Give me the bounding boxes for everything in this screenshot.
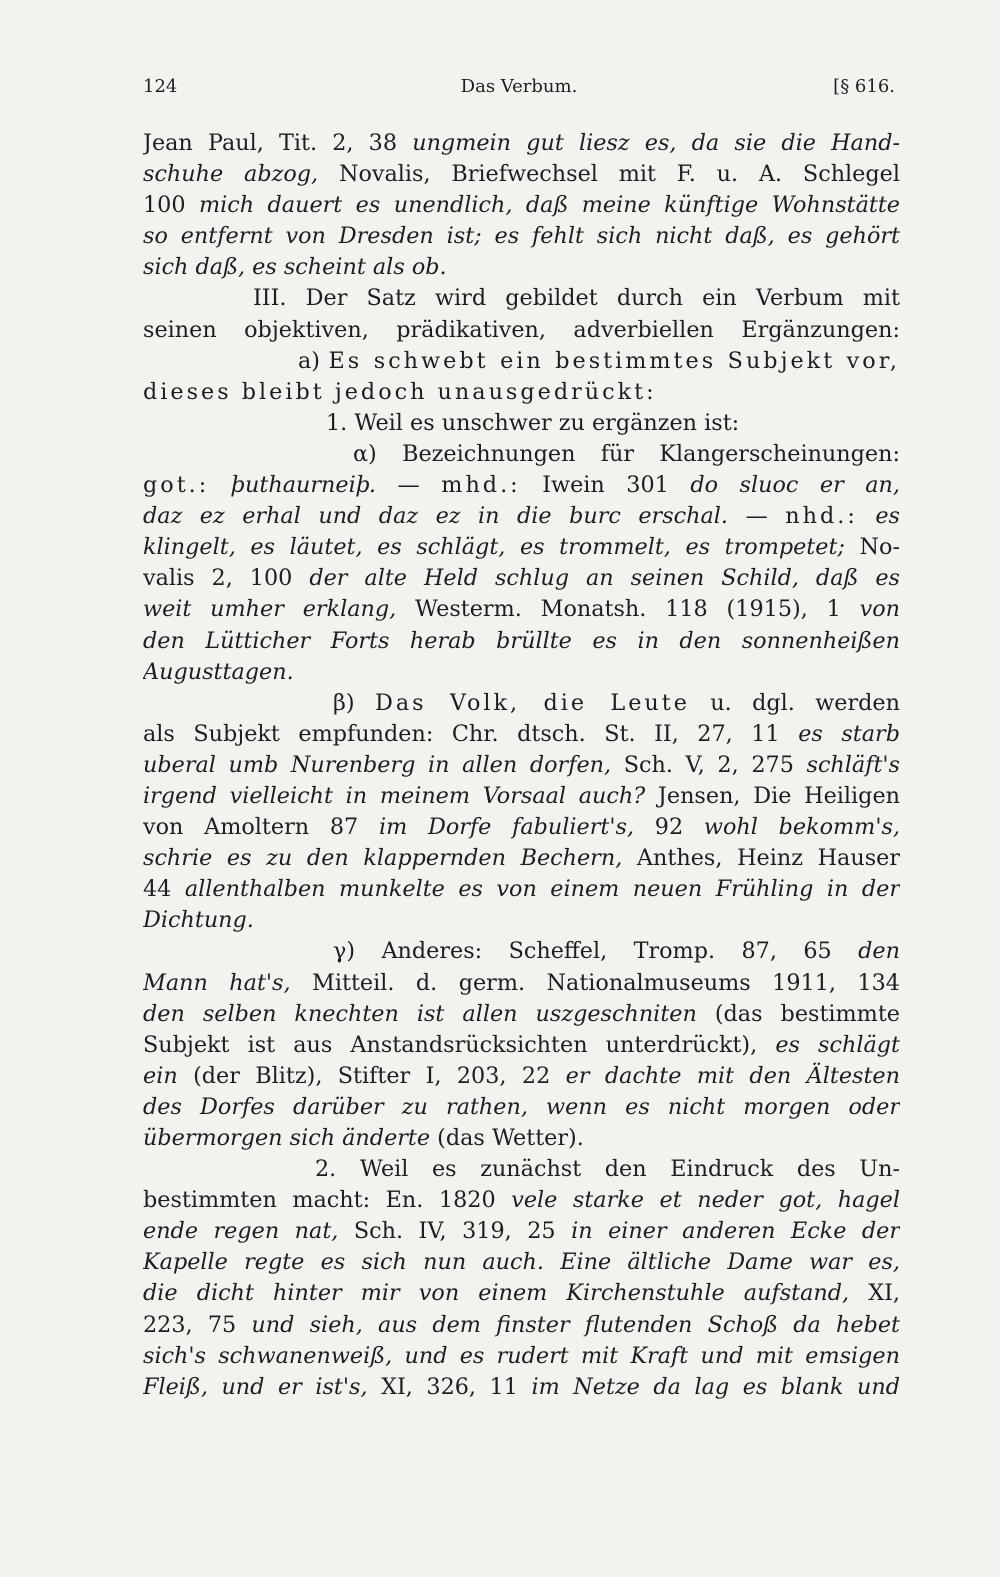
text-run: No- xyxy=(844,534,900,561)
text-run: klingelt, es läutet, es schlägt, es trommelt, es trompetet; xyxy=(143,534,845,561)
text-run: im Dorfe fabuliert's, xyxy=(378,814,635,841)
text-run: weit umher erklang, xyxy=(143,596,397,623)
text-run: uberal umb Nurenberg in allen dorfen, xyxy=(143,751,612,778)
text-line xyxy=(143,843,900,874)
text-run: schuhe abzog, xyxy=(143,161,319,188)
text-line xyxy=(143,1123,900,1154)
text-run: γ) Anderes: Scheffel, Tromp. 87, 65 xyxy=(333,938,859,965)
text-run: valis 2, 100 xyxy=(143,565,310,592)
text-run: a) xyxy=(298,347,329,374)
text-line xyxy=(143,1185,900,1216)
text-run: den Lütticher Forts herab brüllte es in den sonnenheißen xyxy=(143,627,900,654)
text-run: übermorgen sich änderte xyxy=(143,1125,431,1151)
text-run: den xyxy=(858,938,900,965)
text-line xyxy=(143,159,900,190)
text-run: 44 xyxy=(143,876,185,903)
text-run: (das Wetter). xyxy=(430,1125,584,1151)
page-number: 124 xyxy=(143,76,178,97)
text-run: den selben knechten ist allen uszgeschniten xyxy=(143,1000,697,1027)
text-line xyxy=(143,501,900,532)
text-run: 92 xyxy=(634,814,704,841)
text-run: es starb xyxy=(798,720,900,747)
text-run: als Subjekt empfunden: Chr. dtsch. St. II, 27, 11 xyxy=(143,720,799,747)
text-run: dieses bleibt jedoch unausgedrückt: xyxy=(143,378,657,405)
text-run: allenthalben munkelte es von einem neuen Frühling in der xyxy=(184,876,900,903)
text-line xyxy=(143,470,900,501)
text-run: der alte Held schlug an seinen Schild, daß es xyxy=(309,565,900,592)
text-line xyxy=(143,1247,900,1278)
text-run: von xyxy=(859,596,900,623)
text-line xyxy=(143,1372,900,1403)
text-run: Dichtung. xyxy=(143,907,254,934)
section-marker: [§ 616. xyxy=(833,76,895,97)
text-run: Es schwebt ein bestimmtes Subjekt vor, xyxy=(328,347,900,374)
text-run: u. dgl. werden xyxy=(689,689,900,716)
text-run: daz ez erhal und daz ez in die burc erschal. xyxy=(143,503,728,530)
text-run: Augusttagen. xyxy=(143,658,294,685)
text-line xyxy=(143,439,900,470)
text-run: Sch. IV, 319, 25 xyxy=(338,1218,572,1245)
text-run: α) Bezeichnungen für Klangerscheinungen: xyxy=(353,440,900,467)
text-run: bestimmten macht: En. 1820 xyxy=(143,1187,512,1214)
text-run: ungmein gut liesz es, da sie die Hand- xyxy=(412,130,900,156)
text-run: Mann hat's, xyxy=(143,969,291,996)
text-run: — xyxy=(375,472,442,499)
text-line xyxy=(143,657,900,688)
text-run: es xyxy=(875,503,900,530)
text-line xyxy=(143,999,900,1030)
text-run: III. Der Satz wird gebildet durch ein Verbum mit xyxy=(253,285,900,312)
text-line xyxy=(143,1278,900,1309)
text-run: im Netze da lag es blank und xyxy=(531,1373,900,1400)
text-run: Novalis, Briefwechsel mit F. u. A. Schlegel xyxy=(318,161,900,188)
text-run: 223, 75 xyxy=(143,1311,252,1338)
text-line xyxy=(143,905,900,936)
page-body xyxy=(143,128,900,1403)
text-run xyxy=(209,472,231,498)
text-line xyxy=(143,377,900,408)
text-run xyxy=(858,503,875,529)
text-run: þuthaurneiþ. xyxy=(230,472,376,499)
text-line xyxy=(143,1216,900,1247)
text-run: es schlägt xyxy=(775,1031,900,1058)
text-run: sich's schwanenweiß, und es rudert mit Kraft und mit emsigen xyxy=(143,1342,900,1369)
text-run: Kapelle regte es sich nun auch. Eine ältliche Dame war es, xyxy=(143,1249,900,1276)
text-line xyxy=(143,563,900,594)
text-line xyxy=(143,1061,900,1092)
text-run: Iwein 301 xyxy=(520,472,691,499)
text-run: Fleiß, und er ist's, xyxy=(143,1373,368,1400)
text-line xyxy=(143,408,900,439)
text-run: ende regen nat, xyxy=(143,1218,339,1245)
text-line xyxy=(143,626,900,657)
text-run: XI, xyxy=(849,1280,900,1307)
text-run: Jean Paul, Tit. 2, 38 xyxy=(143,130,413,156)
text-line xyxy=(143,346,900,377)
text-line xyxy=(143,781,900,812)
text-run: ein xyxy=(143,1062,178,1089)
text-line xyxy=(143,750,900,781)
text-line xyxy=(143,1154,900,1185)
text-line xyxy=(143,812,900,843)
text-run: des Dorfes darüber zu rathen, wenn es nicht morgen oder xyxy=(143,1093,900,1120)
text-line xyxy=(143,1092,900,1123)
text-run: got.: xyxy=(143,472,210,499)
text-run: vele starke et neder got, hagel xyxy=(511,1187,900,1214)
text-run: 2. Weil es zunächst den Eindruck des Un- xyxy=(315,1156,900,1183)
text-line xyxy=(143,719,900,750)
text-run: do sluoc er an, xyxy=(690,472,900,499)
text-line xyxy=(143,936,900,967)
running-title: Das Verbum. xyxy=(460,76,578,97)
text-run: XI, 326, 11 xyxy=(367,1373,532,1400)
text-run: 100 xyxy=(143,192,199,219)
text-run: mich dauert es unendlich, daß meine künftige Wohnstätte xyxy=(198,192,900,219)
text-run: (der Blitz), Stifter I, 203, 22 xyxy=(177,1062,566,1089)
text-line xyxy=(143,221,900,252)
text-line xyxy=(143,1341,900,1372)
page-header xyxy=(143,76,895,106)
text-run: mhd.: xyxy=(441,472,521,499)
text-run: schläft's xyxy=(806,751,900,778)
text-line xyxy=(143,128,900,159)
text-run: Das Volk, die Leute xyxy=(374,689,690,716)
text-line xyxy=(143,283,900,314)
text-line xyxy=(143,968,900,999)
text-run: und sieh, aus dem finster flutenden Schoß da hebet xyxy=(251,1311,900,1338)
text-run: Subjekt ist aus Anstandsrücksichten unterdrückt), xyxy=(143,1031,776,1058)
text-line xyxy=(143,190,900,221)
text-run: Anthes, Heinz Hauser xyxy=(622,845,900,872)
text-line xyxy=(143,1030,900,1061)
text-run: nhd.: xyxy=(785,503,858,530)
text-run: irgend vielleicht in meinem Vorsaal auch? xyxy=(143,782,646,809)
text-run: — xyxy=(728,503,786,530)
text-run: in einer anderen Ecke der xyxy=(571,1218,900,1245)
text-run: 1. Weil es unschwer zu ergänzen ist: xyxy=(326,409,740,436)
text-line xyxy=(143,532,900,563)
text-run: seinen objektiven, prädikativen, adverbiellen Ergänzungen: xyxy=(143,316,900,343)
text-run: so entfernt von Dresden ist; es fehlt sich nicht daß, es gehört xyxy=(143,223,900,250)
text-line xyxy=(143,594,900,625)
text-run: die dicht hinter mir von einem Kirchenstuhle aufstand, xyxy=(143,1280,850,1307)
text-line xyxy=(143,688,900,719)
text-run: er dachte mit den Ältesten xyxy=(565,1062,900,1089)
text-run: schrie es zu den klappernden Bechern, xyxy=(143,845,623,872)
text-run: von Amoltern 87 xyxy=(143,814,379,841)
text-run: β) xyxy=(333,689,375,716)
text-run: sich daß, es scheint als ob. xyxy=(143,254,447,281)
text-run: Westerm. Monatsh. 118 (1915), 1 xyxy=(396,596,860,623)
text-line xyxy=(143,874,900,905)
text-line xyxy=(143,1310,900,1341)
text-run: Mitteil. d. germ. Nationalmuseums 1911, 134 xyxy=(290,969,900,996)
text-line xyxy=(143,315,900,346)
text-line xyxy=(143,252,900,283)
text-run: wohl bekomm's, xyxy=(703,814,900,841)
text-run: (das bestimmte xyxy=(696,1000,900,1027)
text-run: Jensen, Die Heiligen xyxy=(645,782,900,809)
text-run: Sch. V, 2, 275 xyxy=(611,751,807,778)
